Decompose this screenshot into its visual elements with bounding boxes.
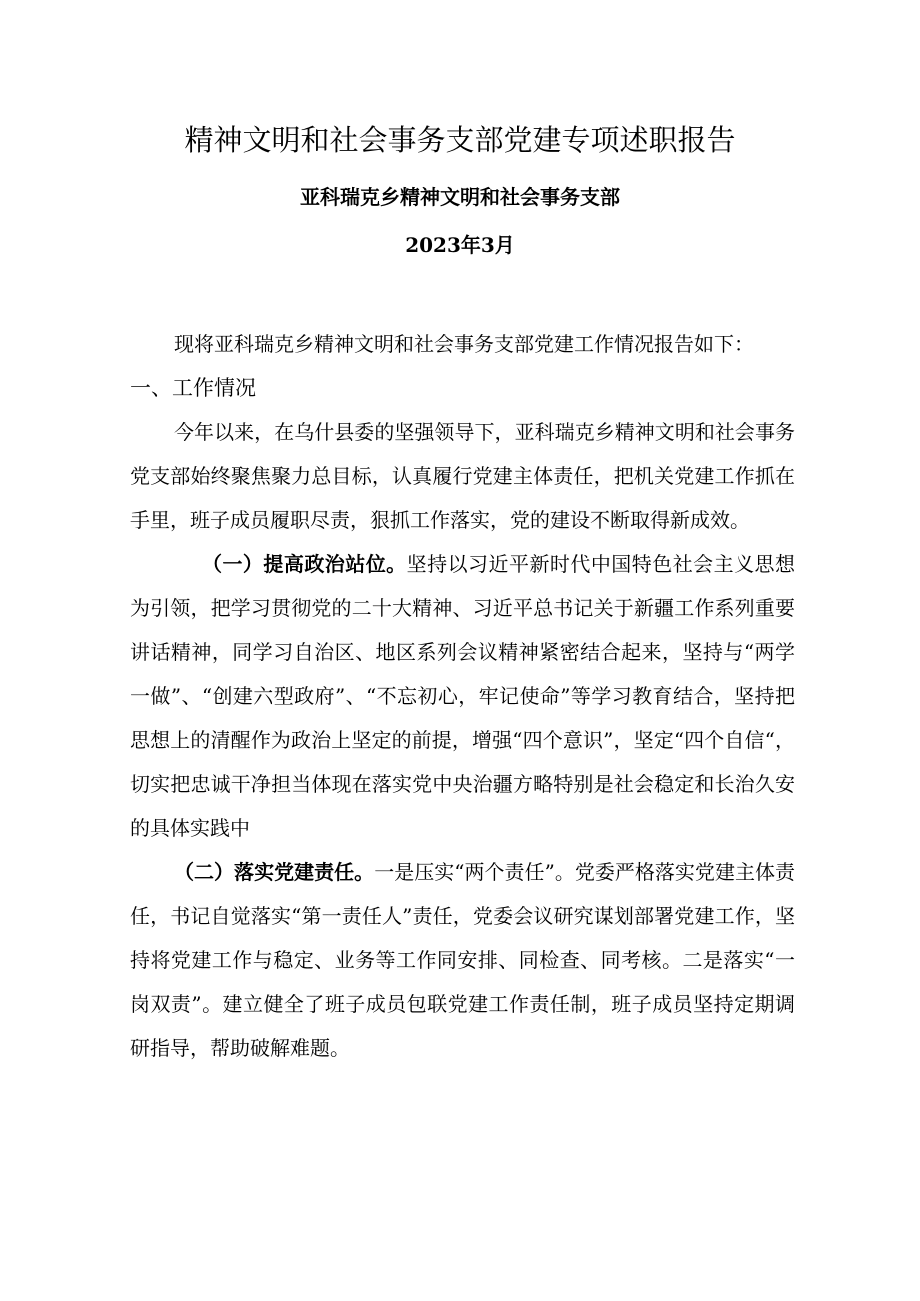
paragraph-political-stance xyxy=(130,542,795,850)
document-subtitle: 亚科瑞克乡精神文明和社会事务支部 xyxy=(300,185,620,209)
paragraph-lead: （一）提高政治站位。 xyxy=(202,552,407,576)
paragraph-text: 一是压实“两个责任”。党委严格落实党建主体责任，书记自觉落实“第一责任人”责任，党委会议研究谋划部署党建工作，坚持将党建工作与稳定、业务等工作同安排、同检查、同考核。二是落实“一岗双责”。建立健全了班子成员包联党建工作责任制，班子成员坚持定期调研指导，帮助破解难题。 xyxy=(130,860,796,1060)
paragraph-work-overview: 今年以来，在乌什县委的坚强领导下，亚科瑞克乡精神文明和社会事务党支部始终聚焦聚力总目标，认真履行党建主体责任，把机关党建工作抓在手里，班子成员履职尽责，狠抓工作落实，党的建设不断取得新成效。 xyxy=(130,420,795,532)
intro-paragraph: 现将亚科瑞克乡精神文明和社会事务支部党建工作情况报告如下： xyxy=(174,332,754,356)
document-body xyxy=(130,322,795,1070)
section-heading: 一、工作情况 xyxy=(130,376,256,400)
paragraph-lead: （二）落实党建责任。 xyxy=(174,860,375,884)
document-date: 2023年3月 xyxy=(405,233,515,257)
paragraph-text: 坚持以习近平新时代中国特色社会主义思想为引领，把学习贯彻党的二十大精神、习近平总书记关于新疆工作系列重要讲话精神，同学习自治区、地区系列会议精神紧密结合起来，坚持与“两学一做”、“创建六型政府”、“不忘初心，牢记使命”等学习教育结合，坚持把思想上的清醒作为政治上坚定的前提，增强“四个意识”，坚定“四个自信“，切实把忠诚干净担当体现在落实党中央治疆方略特别是社会稳定和长治久安的具体实践中 xyxy=(130,552,796,840)
paragraph-party-responsibility xyxy=(130,850,795,1070)
document-title: 精神文明和社会事务支部党建专项述职报告 xyxy=(184,123,736,157)
